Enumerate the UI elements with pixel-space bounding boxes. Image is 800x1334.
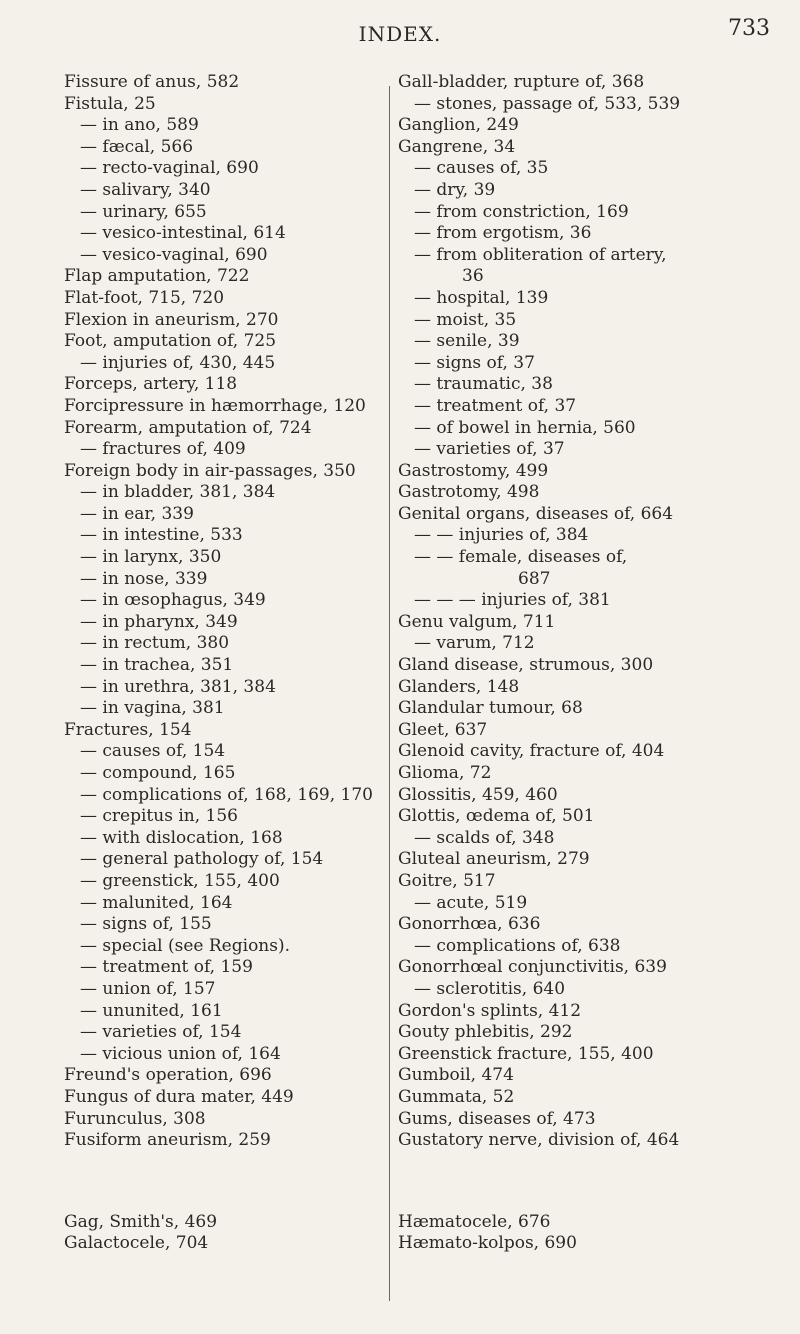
- index-subentry: — causes of, 154: [80, 741, 226, 762]
- index-subentry: — special (see Regions).: [80, 935, 291, 956]
- index-subentry: — salivary, 340: [80, 179, 211, 200]
- index-column-left: [64, 72, 384, 1255]
- index-entry: Fissure of anus, 582: [64, 72, 240, 92]
- section-gap: [64, 1152, 384, 1212]
- index-subentry: — in larynx, 350: [80, 547, 222, 568]
- index-entry: Glandular tumour, 68: [398, 698, 583, 719]
- index-subentry: — vicious union of, 164: [80, 1043, 281, 1064]
- index-subentry: — greenstick, 155, 400: [80, 870, 280, 891]
- index-subentry: 36: [462, 266, 484, 287]
- index-subentry: — vesico-intestinal, 614: [80, 223, 286, 244]
- index-subentry: — in nose, 339: [80, 568, 208, 589]
- index-entry: Gall-bladder, rupture of, 368: [398, 72, 645, 92]
- page-title: INDEX.: [358, 22, 442, 46]
- index-section-h: [398, 1212, 758, 1255]
- index-subentry: — general pathology of, 154: [80, 849, 324, 870]
- index-entry: Flap amputation, 722: [64, 266, 250, 287]
- index-subentry: — sclerotitis, 640: [414, 978, 566, 999]
- index-subentry: — from constriction, 169: [414, 201, 629, 222]
- index-entry: Gastrostomy, 499: [398, 460, 549, 481]
- index-entry: Forearm, amputation of, 724: [64, 417, 312, 438]
- index-subentry: — injuries of, 430, 445: [80, 352, 276, 373]
- index-subentry: — in œsophagus, 349: [80, 590, 266, 611]
- index-entry: Gag, Smith's, 469: [64, 1211, 218, 1232]
- index-entry: Genital organs, diseases of, 664: [398, 503, 674, 524]
- page-header: [0, 14, 800, 54]
- index-entry: Genu valgum, 711: [398, 611, 556, 632]
- index-entry: Fractures, 154: [64, 719, 192, 740]
- index-subentry: — varieties of, 37: [414, 439, 565, 460]
- index-entry: Glossitis, 459, 460: [398, 784, 558, 805]
- index-subentry: — union of, 157: [80, 978, 216, 999]
- page-number: 733: [728, 16, 770, 41]
- index-subentry: — recto-vaginal, 690: [80, 158, 259, 179]
- index-entry: Gustatory nerve, division of, 464: [398, 1130, 680, 1151]
- index-subentry: — from ergotism, 36: [414, 223, 592, 244]
- index-entry: Hæmatocele, 676: [398, 1211, 551, 1232]
- index-subentry: — from obliteration of artery,: [414, 244, 667, 265]
- index-entry: Fungus of dura mater, 449: [64, 1086, 294, 1107]
- index-subentry: — signs of, 37: [414, 352, 535, 373]
- index-section-g-continued: [398, 72, 758, 1152]
- index-section-f: [64, 72, 384, 1152]
- index-entry: Gouty phlebitis, 292: [398, 1022, 573, 1043]
- index-section-g: [64, 1212, 384, 1255]
- index-entry: Glioma, 72: [398, 763, 492, 783]
- index-subentry: — in vagina, 381: [80, 698, 225, 719]
- index-entry: Foot, amputation of, 725: [64, 331, 277, 352]
- index-subentry: — in intestine, 533: [80, 525, 243, 546]
- index-subentry: — compound, 165: [80, 763, 236, 783]
- index-subentry: — in pharynx, 349: [80, 611, 238, 632]
- index-subentry: — fæcal, 566: [80, 136, 194, 157]
- index-entry: Galactocele, 704: [64, 1233, 209, 1254]
- column-divider: [389, 86, 390, 1301]
- index-subentry: — signs of, 155: [80, 914, 212, 935]
- index-entry: Flat-foot, 715, 720: [64, 287, 225, 308]
- index-subentry: — malunited, 164: [80, 892, 233, 913]
- index-subentry: — acute, 519: [414, 892, 528, 913]
- index-subentry: — hospital, 139: [414, 287, 549, 308]
- index-subentry: — in urethra, 381, 384: [80, 676, 276, 697]
- index-entry: Gastrotomy, 498: [398, 482, 540, 503]
- index-subentry: — of bowel in hernia, 560: [414, 417, 636, 438]
- index-subentry: — ununited, 161: [80, 1000, 223, 1021]
- index-subentry: — varieties of, 154: [80, 1022, 242, 1043]
- index-entry: Gummata, 52: [398, 1086, 515, 1107]
- index-entry: Greenstick fracture, 155, 400: [398, 1043, 654, 1064]
- index-subentry: — stones, passage of, 533, 539: [414, 93, 681, 114]
- index-subentry: — in ear, 339: [80, 503, 194, 524]
- index-subentry: — treatment of, 37: [414, 395, 577, 416]
- index-entry: Freund's operation, 696: [64, 1065, 272, 1086]
- index-entry: Glanders, 148: [398, 676, 520, 697]
- index-subentry: — complications of, 168, 169, 170: [80, 784, 373, 805]
- index-subentry: — complications of, 638: [414, 935, 621, 956]
- index-entry: Gums, diseases of, 473: [398, 1108, 596, 1129]
- index-entry: Ganglion, 249: [398, 115, 519, 136]
- index-subentry: — traumatic, 38: [414, 374, 553, 395]
- index-entry: Foreign body in air-passages, 350: [64, 460, 356, 481]
- index-entry: Glottis, œdema of, 501: [398, 806, 595, 827]
- index-entry: Glenoid cavity, fracture of, 404: [398, 741, 665, 762]
- index-subentry: — causes of, 35: [414, 158, 549, 179]
- index-entry: Forcipressure in hæmorrhage, 120: [64, 395, 366, 416]
- index-entry: Forceps, artery, 118: [64, 374, 238, 395]
- index-subentry: — — injuries of, 384: [414, 525, 589, 546]
- index-entry: Fusiform aneurism, 259: [64, 1130, 271, 1151]
- index-entry: Flexion in aneurism, 270: [64, 309, 279, 330]
- index-entry: Gumboil, 474: [398, 1065, 514, 1086]
- index-subentry: — in trachea, 351: [80, 655, 234, 676]
- index-entry: Gleet, 637: [398, 719, 488, 740]
- index-subentry: — — female, diseases of,: [414, 547, 628, 568]
- index-subentry: — in ano, 589: [80, 115, 199, 136]
- index-entry: Gonorrhœa, 636: [398, 914, 541, 935]
- index-subentry: — fractures of, 409: [80, 439, 246, 460]
- index-entry: Gangrene, 34: [398, 136, 516, 157]
- index-subentry: — dry, 39: [414, 179, 496, 200]
- index-subentry: — vesico-vaginal, 690: [80, 244, 268, 265]
- index-column-right: [398, 72, 758, 1255]
- index-subentry: — senile, 39: [414, 331, 520, 352]
- index-subentry: 687: [518, 568, 551, 589]
- index-subentry: — treatment of, 159: [80, 957, 253, 978]
- index-entry: Gluteal aneurism, 279: [398, 849, 590, 870]
- index-entry: Hæmato-kolpos, 690: [398, 1233, 577, 1254]
- index-entry: Gordon's splints, 412: [398, 1000, 582, 1021]
- index-subentry: — with dislocation, 168: [80, 827, 283, 848]
- index-subentry: — in rectum, 380: [80, 633, 230, 654]
- section-gap: [398, 1152, 758, 1212]
- index-subentry: — in bladder, 381, 384: [80, 482, 276, 503]
- index-entry: Furunculus, 308: [64, 1108, 206, 1129]
- index-subentry: — crepitus in, 156: [80, 806, 238, 827]
- index-entry: Gland disease, strumous, 300: [398, 655, 654, 676]
- index-entry: Gonorrhœal conjunctivitis, 639: [398, 957, 667, 978]
- index-entry: Goitre, 517: [398, 870, 496, 891]
- index-subentry: — urinary, 655: [80, 201, 207, 222]
- index-subentry: — moist, 35: [414, 309, 517, 330]
- index-entry: Fistula, 25: [64, 93, 156, 114]
- index-subentry: — varum, 712: [414, 633, 535, 654]
- index-subentry: — — — injuries of, 381: [414, 590, 611, 611]
- index-subentry: — scalds of, 348: [414, 827, 555, 848]
